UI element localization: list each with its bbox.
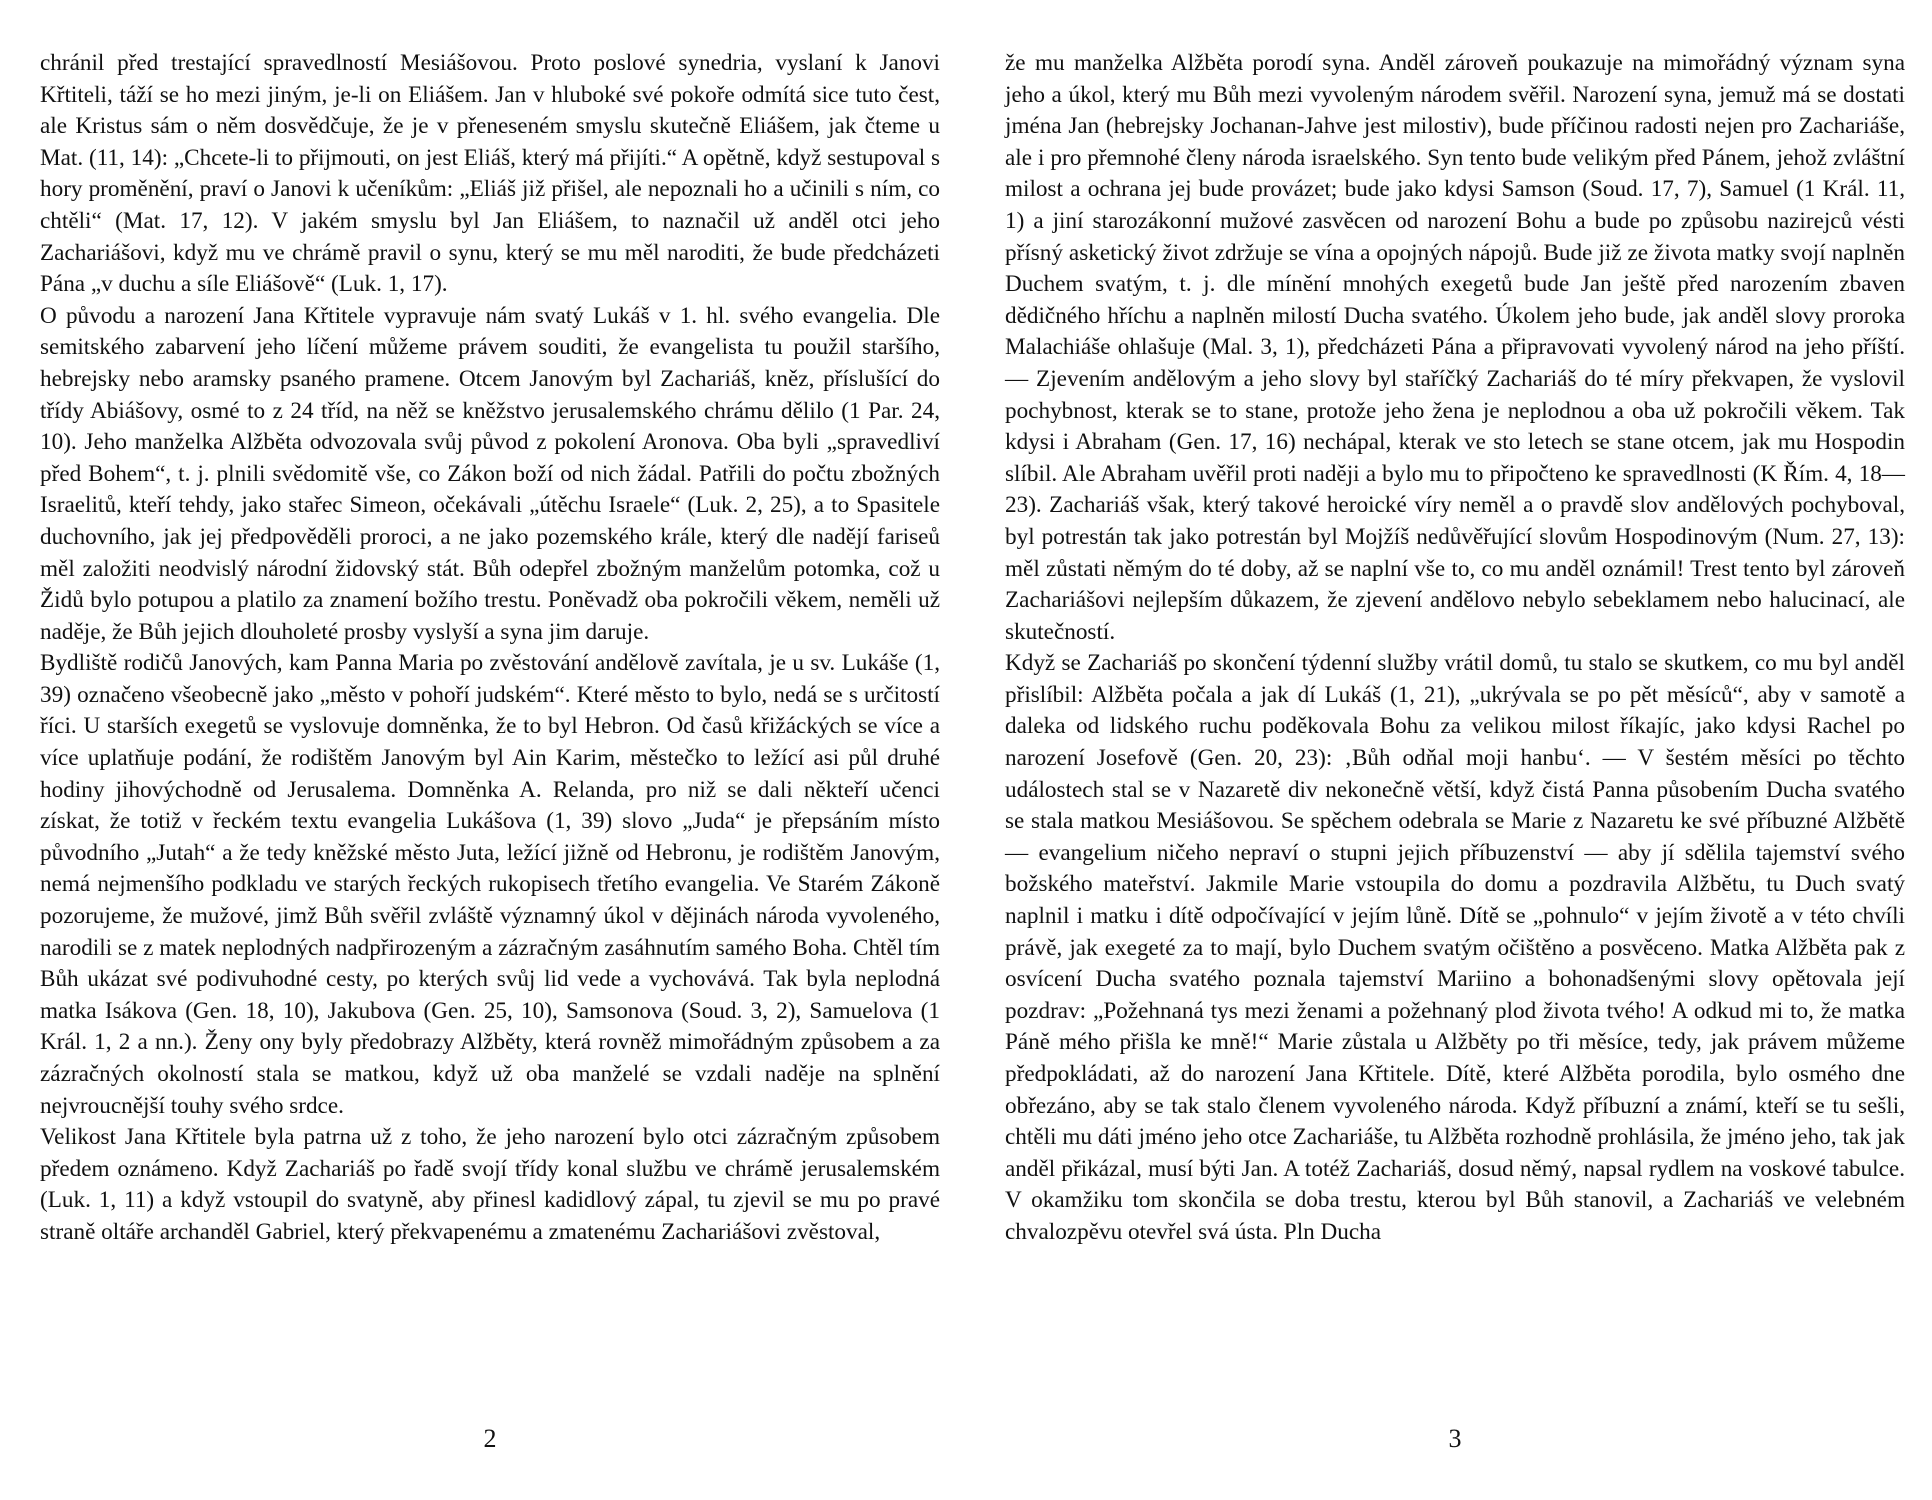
right-page (1005, 48, 1905, 1468)
paragraph: Bydliště rodičů Janových, kam Panna Maria po zvěstování andělově zavítala, je u sv. Lukáše (1, 39) označeno všeobecně jako „město v pohoří judském“. Které město to bylo, nedá se s určitostí říci. U starších exegetů se vyslovuje domněnka, že to byl Hebron. Od časů křižáckých se více a více uplatňuje podání, že rodištěm Janovým byl Ain Karim, městečko to ležící asi půl druhé hodiny jihovýchodně od Jerusalema. Domněnka A. Relanda, pro niž se dali někteří učenci získat, že totiž v řeckém textu evangelia Lukášova (1, 39) slovo „Juda“ je přepsáním místo původního „Jutah“ a že tedy kněžské město Juta, ležící jižně od Hebronu, je rodištěm Janovým, nemá nejmenšího podkladu ve starých řeckých rukopisech třetího evangelia. Ve Starém Zákoně pozorujeme, že mužové, jimž Bůh svěřil zvláště významný úkol v dějinách národa vyvoleného, narodili se z matek neplodných nadpřirozeným a zázračným zasáhnutím samého Boha. Chtěl tím Bůh ukázat své podivuhodné cesty, po kterých svůj lid vede a vychovává. Tak byla neplodná matka Isákova (Gen. 18, 10), Jakubova (Gen. 25, 10), Samsonova (Soud. 3, 2), Samuelova (1 Král. 1, 2 a nn.). Ženy ony byly předobrazy Alžběty, která rovněž mimořádným způsobem a za zázračných okolností stala se matkou, když už oba manželé se vzdali naděje na splnění nejvroucnější touhy svého srdce. (40, 650, 940, 1119)
page-number: 3 (1448, 1424, 1462, 1453)
paragraph: chránil před trestající spravedlností Mesiášovou. Proto poslové synedria, vyslaní k Janovi Křtiteli, táží se ho mezi jiným, je-li on Eliášem. Jan v hluboké své pokoře odmítá sice tuto čest, ale Kristus sám o něm dosvědčuje, že je v přeneseném smyslu skutečně Eliášem, jak čteme u Mat. (11, 14): „Chcete-li to přijmouti, on jest Eliáš, který má přijíti.“ A opětně, když sestupoval s hory proměnění, praví o Janovi k učeníkům: „Eliáš již přišel, ale nepoznali ho a učinili s ním, co chtěli“ (Mat. 17, 12). V jakém smyslu byl Jan Eliášem, to naznačil už anděl otci jeho Zachariášovi, když mu ve chrámě pravil o synu, který se mu měl naroditi, že bude předcházeti Pána „v duchu a síle Eliášově“ (Luk. 1, 17). (40, 50, 940, 298)
paragraph: Když se Zachariáš po skončení týdenní služby vrátil domů, tu stalo se skutkem, co mu byl anděl přislíbil: Alžběta počala a jak dí Lukáš (1, 21), „ukrývala se po pět měsíců“, aby v samotě a daleka od lidského ruchu poděkovala Bohu za velikou milost říkajíc, jako kdysi Rachel po narození Josefově (Gen. 20, 23): ‚Bůh odňal moji hanbu‘. — V šestém měsíci po těchto událostech stal se v Nazaretě div nekonečně větší, když čistá Panna působením Ducha svatého se stala matkou Mesiášovou. Se spěchem odebrala se Marie z Nazaretu ke své příbuzné Alžbětě — evangelium ničeho nepraví o stupni jejich příbuzenství — aby jí sdělila tajemství svého božského mateřství. Jakmile Marie vstoupila do domu a pozdravila Alžbětu, tu Duch svatý naplnil i matku i dítě odpočívající v jejím lůně. Dítě se „pohnulo“ v jejím životě a v této chvíli právě, jak exegeté za to mají, bylo Duchem svatým očištěno a posvěceno. Matka Alžběta pak z osvícení Ducha svatého poznala tajemství Mariino a bohonadšenými slovy opětovala její pozdrav: „Požehnaná tys mezi ženami a požehnaný plod života tvého! A odkud mi to, že matka Páně mého přišla ke mně!“ Marie zůstala u Alžběty po tři měsíce, tedy, jak právem můžeme předpokládati, až do narození Jana Křtitele. Dítě, které Alžběta porodila, bylo osmého dne obřezáno, aby se tak stalo členem vyvoleného národa. Když příbuzní a známí, kteří se tu sešli, chtěli mu dáti jméno jeho otce Zachariáše, tu Alžběta rozhodně prohlásila, že jméno jeho, tak jak anděl přikázal, musí býti Jan. A totéž Zachariáš, dosud němý, napsal rydlem na voskové tabulce. V okamžiku tom skončila se doba trestu, kterou byl Bůh stanovil, a Zachariáš ve velebném chvalozpěvu otevřel svá ústa. Pln Ducha (1005, 650, 1905, 1245)
paragraph: O původu a narození Jana Křtitele vypravuje nám svatý Lukáš v 1. hl. svého evangelia. Dle semitského zabarvení jeho líčení můžeme právem souditi, že evangelista tu použil staršího, hebrejsky nebo aramsky psaného pramene. Otcem Janovým byl Zachariáš, kněz, příslušící do třídy Abiášovy, osmé to z 24 tříd, na něž se kněžstvo jerusalemského chrámu dělilo (1 Par. 24, 10). Jeho manželka Alžběta odvozovala svůj původ z pokolení Aronova. Oba byli „spravedliví před Bohem“, t. j. plnili svědomitě vše, co Zákon boží od nich žádal. Patřili do počtu zbožných Israelitů, kteří tehdy, jako stařec Simeon, očekávali „útěchu Israele“ (Luk. 2, 25), a to Spasitele duchovního, jak jej předpověděli proroci, a ne jako pozemského krále, který dle nadějí fariseů měl založiti neodvislý národní židovský stát. Bůh odepřel zbožným manželům potomka, což u Židů bylo potupou a platilo za znamení božího trestu. Poněvadž oba pokročili věkem, neměli už naděje, že Bůh jejich dlouholeté prosby vyslyší a syna jim daruje. (40, 302, 940, 645)
left-page (40, 48, 940, 1468)
paragraph: že mu manželka Alžběta porodí syna. Anděl zároveň poukazuje na mimořádný význam syna jeho a úkol, který mu Bůh mezi vyvoleným národem svěřil. Narození syna, jemuž má se dostati jména Jan (hebrejsky Jochanan-Jahve jest milostiv), bude příčinou radosti nejen pro Zachariáše, ale i pro přemnohé členy národa israelského. Syn tento bude velikým před Pánem, jehož zvláštní milost a ochrana jej bude provázet; bude jako kdysi Samson (Soud. 17, 7), Samuel (1 Král. 11, 1) a jiní starozákonní mužové zasvěcen od narození Bohu a bude po způsobu nazirejců vésti přísný asketický život zdržuje se vína a opojných nápojů. Bude již ze života matky svojí naplněn Duchem svatým, t. j. dle mínění mnohých exegetů bude Jan ještě před narozením zbaven dědičného hříchu a naplněn milostí Ducha svatého. Úkolem jeho bude, jak anděl slovy proroka Malachiáše ohlašuje (Mal. 3, 1), předcházeti Pána a připravovati vyvolený národ na jeho příští. — Zjevením andělovým a jeho slovy byl staříčký Zachariáš do té míry překvapen, že vyslovil pochybnost, kterak se to stane, protože jeho žena je neplodnou a oba už pokročili věkem. Tak kdysi i Abraham (Gen. 17, 16) nechápal, kterak ve sto letech se stane otcem, jak mu Hospodin slíbil. Ale Abraham uvěřil proti naději a bylo mu to připočteno ke spravedlnosti (K Řím. 4, 18—23). Zachariáš však, který takové heroické víry neměl a o pravdě slov andělových pochyboval, byl potrestán tak jako potrestán byl Mojžíš nedůvěřující slovům Hospodinovým (Num. 27, 13): měl zůstati němým do té doby, až se naplní vše to, co mu anděl oznámil! Trest tento byl zároveň Zachariášovi nejlepším důkazem, že zjevení andělovo nebylo sebeklamem nebo halucinací, ale skutečností. (1005, 50, 1905, 645)
paragraph: Velikost Jana Křtitele byla patrna už z toho, že jeho narození bylo otci zázračným způsobem předem oznámeno. Když Zachariáš po řadě svojí třídy konal službu ve chrámě jerusalemském (Luk. 1, 11) a když vstoupil do svatyně, aby přinesl kadidlový zápal, tu zjevil se mu po pravé straně oltáře archanděl Gabriel, který překvapenému a zmatenému Zachariášovi zvěstoval, (40, 1124, 940, 1245)
page-number: 2 (483, 1424, 497, 1453)
